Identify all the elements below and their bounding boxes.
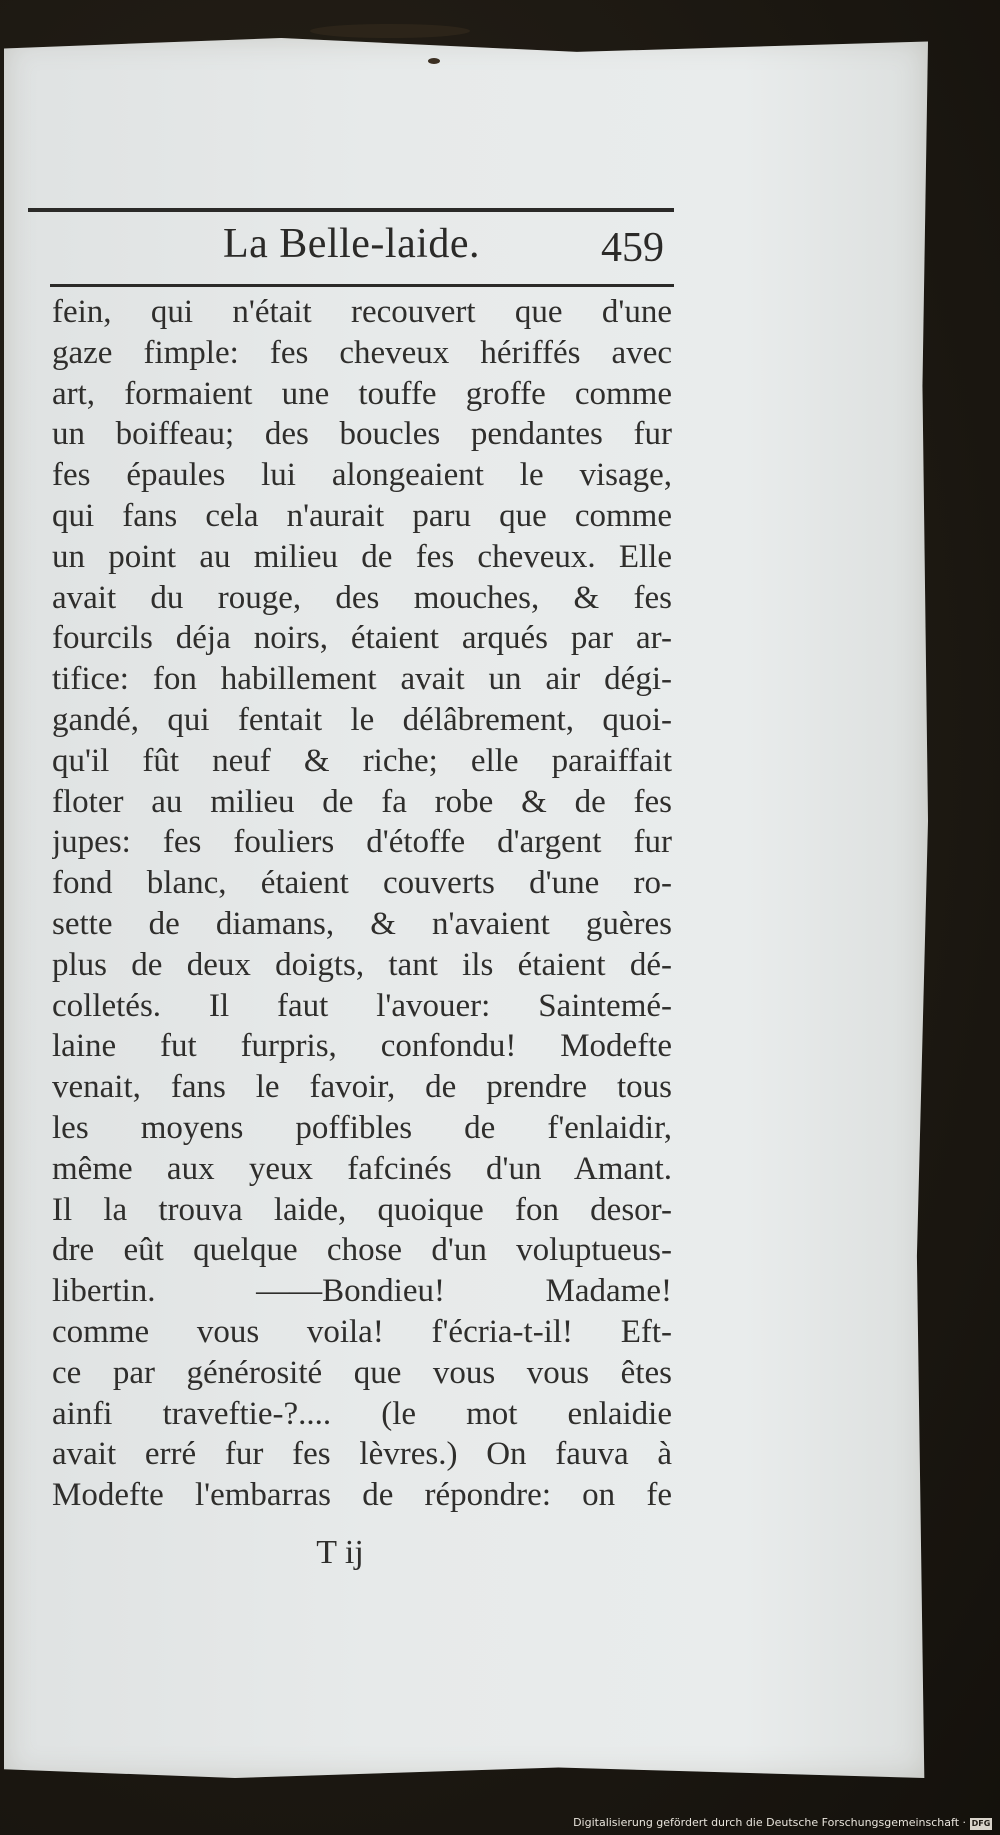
page-number: 459 [601,225,664,271]
text-line: Modefte l'embarras de répondre: on fe [52,1477,672,1514]
body-text [52,292,672,1516]
text-line: avait du rouge, des mouches, & fes [52,579,672,616]
ink-spot [428,58,440,64]
running-title: La Belle-laide. [223,221,481,267]
text-line: gaze fimple: fes cheveux hériffés avec [52,334,672,371]
text-line: ce par générosité que vous vous êtes [52,1354,672,1391]
text-line: tifice: fon habillement avait un air dégi- [52,661,672,698]
text-line: floter au milieu de fa robe & de fes [52,783,672,820]
text-line: libertin. ——Bondieu! Madame! [52,1273,672,1310]
text-line: plus de deux doigts, tant ils étaient dé- [52,946,672,983]
paper-stain [310,24,470,38]
text-line: qu'il fût neuf & riche; elle paraiffait [52,742,672,779]
text-line: ainfi traveftie-?.... (le mot enlaidie [52,1395,672,1432]
signature-mark: T ij [316,1534,364,1571]
text-line: les moyens poffibles de f'enlaidir, [52,1109,672,1146]
text-line: fourcils déja noirs, étaient arqués par ar- [52,620,672,657]
text-line: art, formaient une touffe groffe comme [52,375,672,412]
text-line: dre eût quelque chose d'un voluptueus- [52,1232,672,1269]
text-line: fein, qui n'était recouvert que d'une [52,294,672,330]
header-bottom-rule [50,284,674,287]
text-line: laine fut furpris, confondu! Modefte [52,1028,672,1065]
text-line: un boiffeau; des boucles pendantes fur [52,416,672,453]
page-header [28,214,674,284]
text-line: même aux yeux fafcinés d'un Amant. [52,1150,672,1187]
text-line: sette de diamans, & n'avaient guères [52,905,672,942]
text-line: qui fans cela n'aurait paru que comme [52,497,672,534]
text-line: gandé, qui fentait le délâbrement, quoi- [52,701,672,738]
text-line: jupes: fes fouliers d'étoffe d'argent fur [52,824,672,861]
text-line: un point au milieu de fes cheveux. Elle [52,538,672,575]
text-line: fond blanc, étaient couverts d'une ro- [52,865,672,902]
header-top-rule [28,208,674,212]
text-line: venait, fans le favoir, de prendre tous [52,1069,672,1106]
text-line: comme vous voila! f'écria-t-il! Eft- [52,1313,672,1350]
text-line: fes épaules lui alongeaient le visage, [52,457,672,494]
digitization-credit: Digitalisierung gefördert durch die Deutsche Forschungsgemeinschaft · [573,1816,966,1829]
text-line: avait erré fur fes lèvres.) On fauva à [52,1436,672,1473]
text-line: Il la trouva laide, quoique fon desor- [52,1191,672,1228]
dfg-logo: DFG [971,1819,991,1828]
text-line: colletés. Il faut l'avouer: Saintemé- [52,987,672,1024]
